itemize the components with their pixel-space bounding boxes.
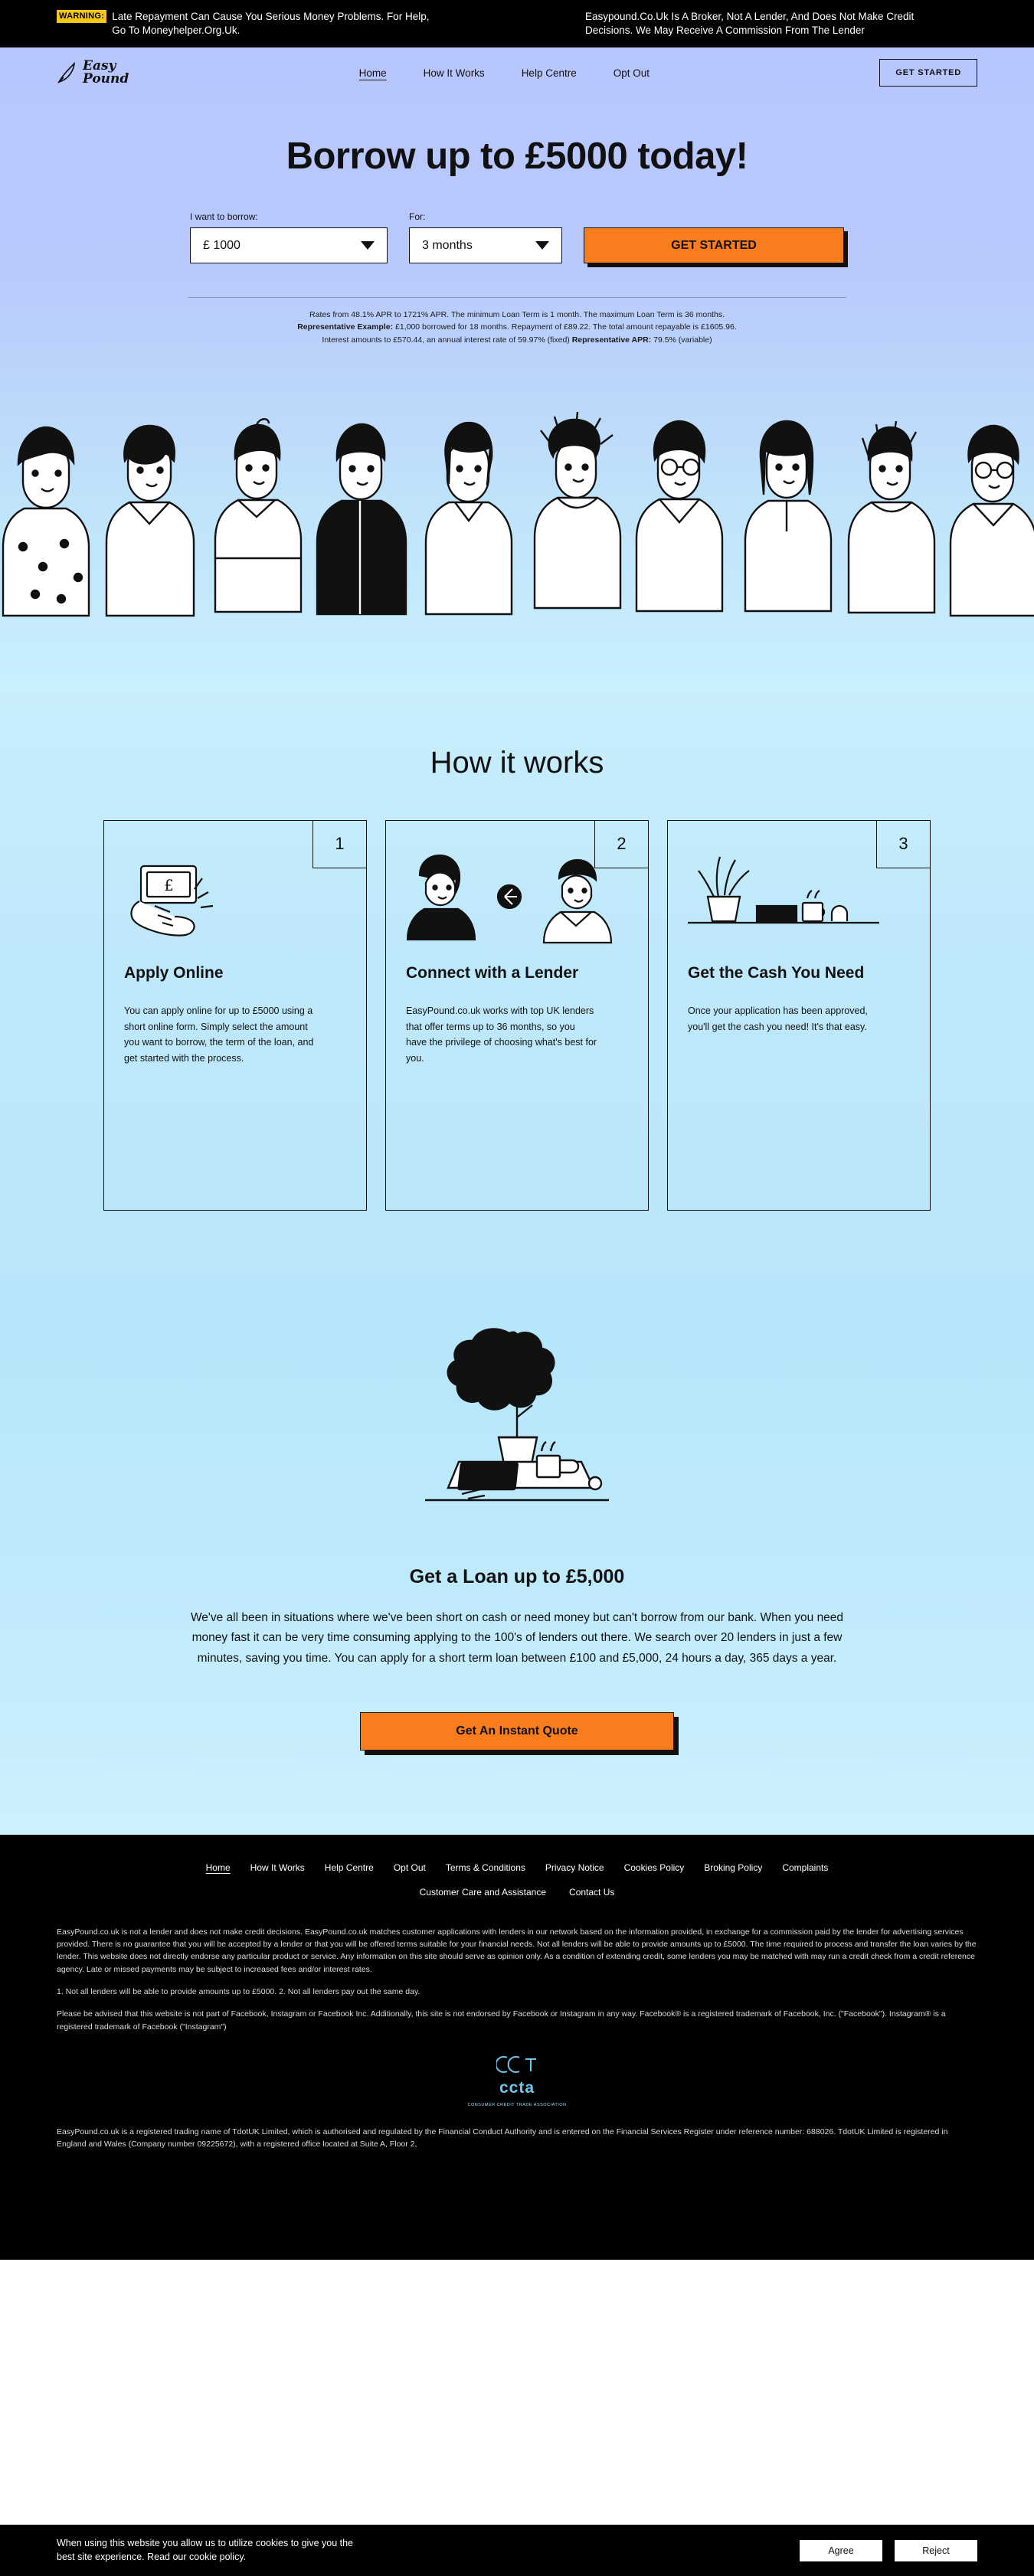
rates-line-3 [188, 334, 846, 346]
footer-link-home[interactable]: Home [205, 1862, 231, 1873]
card-number-3: 3 [876, 821, 930, 868]
hero-section [0, 47, 1034, 692]
ccta-badge [57, 2053, 977, 2109]
cookie-text: When using this website you allow us to utilize cookies to give you the best site experience. Read our cookie policy. [57, 2538, 354, 2562]
ccta-badge-inner [468, 2053, 567, 2109]
people-illustration [0, 401, 1034, 646]
card-number-2: 2 [594, 821, 648, 868]
nav-item-opt-out[interactable]: Opt Out [613, 67, 650, 79]
site-footer [0, 1835, 1034, 2207]
chevron-down-icon [535, 241, 549, 250]
cookie-buttons [800, 2540, 977, 2561]
cookie-reject-button[interactable]: Reject [895, 2540, 977, 2561]
rates-disclaimer [188, 297, 846, 346]
footer-paragraph-2: 1. Not all lenders will be able to provide amounts up to £5000. 2. Not all lenders pay out the same day. [57, 1987, 420, 1997]
term-field-group [409, 211, 562, 263]
card-title-3: Get the Cash You Need [688, 963, 865, 982]
nav-item-help-centre[interactable]: Help Centre [521, 67, 577, 79]
warning-chip: WARNING: [57, 10, 106, 23]
rates-example-text: £1,000 borrowed for 18 months. Repayment of £89.22. The total amount repayable is £1605.96. [393, 322, 737, 332]
how-it-works-heading: How it works [430, 745, 604, 780]
laptop-plant-icon [394, 1310, 640, 1540]
hero-get-started-button[interactable]: GET STARTED [584, 227, 844, 263]
amount-value: £ 1000 [203, 238, 241, 252]
ccta-subtext: CONSUMER CREDIT TRADE ASSOCIATION [467, 2103, 567, 2108]
desk-illustration [0, 1310, 1034, 1540]
footer-link-cookies[interactable]: Cookies Policy [623, 1862, 685, 1873]
footer-paragraph-4: EasyPound.co.uk is a registered trading name of TdotUK Limited, which is authorised and regulated by the Financial Conduct Authority and is entered on the Financial Services Register under reference number: 688026. TdotUK Limited is registered in England and Wales (Company number 09225672), with a registered office located at Suite A, Floor 2, [57, 2127, 948, 2149]
how-it-works-section [0, 692, 1034, 1280]
loan-info-section [0, 1280, 1034, 1835]
footer-link-how-it-works[interactable]: How It Works [250, 1862, 305, 1873]
people-row [0, 401, 1034, 623]
get-instant-quote-button[interactable]: Get An Instant Quote [360, 1712, 674, 1751]
logo-line-2: Pound [83, 71, 129, 87]
cookie-agree-button[interactable]: Agree [800, 2540, 882, 2561]
footer-nav-row-1 [57, 1861, 977, 1875]
amount-field-group [190, 211, 388, 263]
how-it-works-cards [0, 820, 1034, 1211]
footer-link-help-centre[interactable]: Help Centre [324, 1862, 374, 1873]
warning-text: Late Repayment Can Cause You Serious Money Problems. For Help, Go To Moneyhelper.Org.Uk. [112, 10, 430, 36]
logo-line-1: Easy [83, 58, 116, 74]
footer-link-complaints[interactable]: Complaints [782, 1862, 829, 1873]
rates-example-line [188, 321, 846, 333]
cookie-consent-bar [0, 2525, 1034, 2576]
card-number-1: 1 [312, 821, 366, 868]
site-logo[interactable] [57, 60, 129, 86]
rates-line-1: Rates from 48.1% APR to 1721% APR. The minimum Loan Term is 1 month. The maximum Loan Term is 36 months. [309, 310, 725, 319]
main-navigation [0, 47, 1034, 98]
hero-title: Borrow up to £5000 today! [286, 136, 748, 177]
footer-legal-text [57, 1926, 977, 2150]
rates-apr-label: Representative APR: [571, 335, 652, 345]
rates-interest-text: Interest amounts to £570.44, an annual interest rate of 59.97% (fixed) [322, 335, 570, 345]
topbar-warning-group [57, 10, 486, 38]
footer-link-opt-out[interactable]: Opt Out [393, 1862, 426, 1873]
term-label: For: [409, 211, 426, 222]
logo-text [83, 60, 129, 86]
card-body-1: You can apply online for up to £5000 using a short online form. Simply select the amount you want to borrow, the term of the loan, and get started with the process. [124, 1005, 314, 1064]
top-warning-bar [0, 0, 1034, 47]
card-apply-online [103, 820, 367, 1211]
chevron-down-icon [361, 241, 375, 250]
nav-links [359, 67, 650, 79]
footer-paragraph-1: EasyPound.co.uk is not a lender and does not make credit decisions. EasyPound.co.uk matches customer applications with lenders in our network based on the information provided, in exchange for a commission paid by the lender for advertising services provided. There is no guarantee that you will be accepted by a lender or that you will be offered terms suitable for your financial needs. Not all lenders will be able to provide amounts up to £5000. The time required to process and transfer the loan varies by the lender. This website does not directly endorse any particular product or service. Any information on this site should serve as opinion only. As a condition of extending credit, some lenders you may be matched with may run a credit check from a credit reference agency. Late or missed payments may be subject to increased fees and/or interest rates. [57, 1927, 977, 1974]
amount-select[interactable] [190, 227, 388, 263]
footer-nav-row-2 [57, 1885, 977, 1900]
svg-text:£: £ [164, 875, 174, 894]
quill-icon [57, 61, 77, 84]
loan-body: We've all been in situations where we've been short on cash or need money but can't borrow from our bank. When you need money fast it can be very time consuming applying to the 100's of lenders out there. We search over 20 lenders in just a few minutes, saving you time. You can apply for a short term loan between £100 and £5,000, 24 hours a day, 365 days a year. [190, 1610, 844, 1666]
card-get-cash [667, 820, 931, 1211]
nav-item-home[interactable]: Home [358, 67, 387, 79]
card-title-2: Connect with a Lender [406, 963, 579, 982]
footer-link-privacy[interactable]: Privacy Notice [545, 1862, 604, 1873]
ccta-text: ccta [499, 2078, 535, 2097]
loan-cta-wrapper [0, 1712, 1034, 1751]
hero-spacer [0, 646, 1034, 692]
loan-heading: Get a Loan up to £5,000 [409, 1565, 625, 1587]
broker-disclaimer-text: Easypound.Co.Uk Is A Broker, Not A Lender, And Does Not Make Credit Decisions. We May Receive A Commission From The Lender [585, 10, 915, 36]
card-connect-lender [385, 820, 649, 1211]
term-select[interactable] [409, 227, 562, 263]
footer-link-contact-us[interactable]: Contact Us [569, 1887, 615, 1898]
loan-calculator-form [0, 211, 1034, 263]
footer-link-customer-care[interactable]: Customer Care and Assistance [419, 1887, 547, 1898]
card-title-1: Apply Online [124, 963, 224, 982]
rates-apr-value: 79.5% (variable) [651, 335, 712, 345]
term-value: 3 months [422, 238, 473, 252]
rates-example-label: Representative Example: [297, 322, 394, 332]
people-group-icon [0, 401, 1034, 623]
card-body-3: Once your application has been approved, you'll get the cash you need! It's that easy. [688, 1005, 868, 1032]
ccta-logo-icon [496, 2053, 538, 2076]
nav-get-started-button[interactable]: GET STARTED [879, 59, 977, 87]
footer-link-broking[interactable]: Broking Policy [704, 1862, 763, 1873]
footer-bottom-space [0, 2206, 1034, 2260]
footer-paragraph-3: Please be advised that this website is not part of Facebook, Instagram or Facebook Inc. Additionally, this site is not endorsed by Facebook or Instagram in any way. Facebook® is a registered trademark of Facebook, Inc. ("Facebook"). Instagram® is a registered trademark of Facebook ("Instagram") [57, 2009, 946, 2032]
nav-item-how-it-works[interactable]: How It Works [423, 67, 485, 79]
card-body-2: EasyPound.co.uk works with top UK lenders that offer terms up to 36 months, so you have the privilege of choosing what's best for you. [406, 1005, 597, 1064]
amount-label: I want to borrow: [190, 211, 258, 222]
footer-link-terms[interactable]: Terms & Conditions [445, 1862, 525, 1873]
